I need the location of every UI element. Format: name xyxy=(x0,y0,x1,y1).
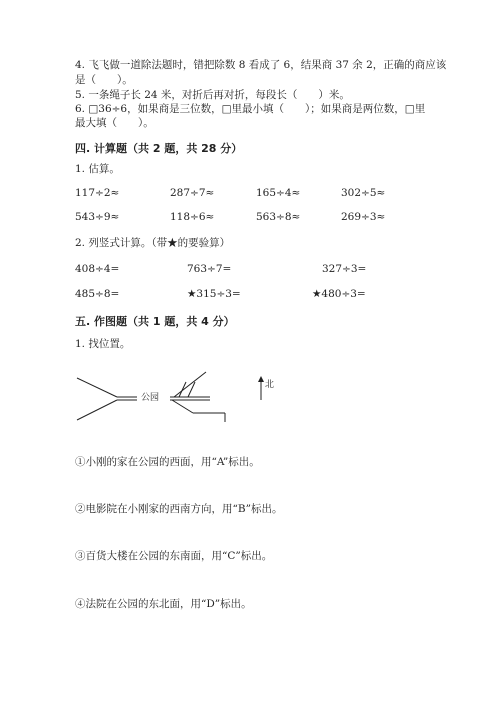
vertical-calc-item: 327÷3= xyxy=(322,263,367,275)
question-4-line-1: 4. 飞飞做一道除法题时，错把除数 8 看成了 6，结果商 37 余 2，正确的商应该 xyxy=(75,59,447,71)
vertical-calc-item: 763÷7= xyxy=(187,263,232,275)
estimate-label: 1. 估算。 xyxy=(75,163,120,175)
instruction-d: ④法院在公园的东北面，用“D”标出。 xyxy=(75,598,252,610)
find-position-label: 1. 找位置。 xyxy=(75,338,131,350)
instruction-b: ②电影院在小刚家的西南方向，用“B”标出。 xyxy=(75,503,283,515)
map-road xyxy=(77,400,117,420)
park-label: 公园 xyxy=(141,393,160,403)
estimate-item: 118÷6≈ xyxy=(170,211,215,223)
vertical-calc-item: ★480÷3= xyxy=(312,288,366,300)
north-arrow-icon xyxy=(258,376,264,382)
estimate-item: 543÷9≈ xyxy=(75,211,120,223)
map-road xyxy=(77,378,117,397)
estimate-item: 563÷8≈ xyxy=(256,211,301,223)
estimate-item: 117÷2≈ xyxy=(75,187,120,199)
north-label: 北 xyxy=(265,380,275,390)
question-5: 5. 一条绳子长 24 米，对折后再对折，每段长（ ）米。 xyxy=(75,89,350,101)
estimate-item: 302÷5≈ xyxy=(341,187,386,199)
section-5-title: 五. 作图题（共 1 题，共 4 分） xyxy=(75,315,235,328)
vertical-calc-item: 408÷4= xyxy=(75,263,120,275)
section-4-title: 四. 计算题（共 2 题，共 28 分） xyxy=(75,142,243,155)
question-6-line-2: 最大填（ ）。 xyxy=(75,117,154,129)
estimate-item: 287÷7≈ xyxy=(170,187,215,199)
map-road xyxy=(179,382,186,397)
instruction-a: ①小刚的家在公园的西面，用“A”标出。 xyxy=(75,456,260,468)
park-map xyxy=(75,370,295,432)
vertical-calc-item: ★315÷3= xyxy=(187,288,241,300)
question-6-line-1: 6. □36÷6，如果商是三位数，□里最小填（ ）；如果商是两位数，□里 xyxy=(75,103,426,115)
instruction-c: ③百货大楼在公园的东南面，用“C”标出。 xyxy=(75,550,273,562)
estimate-item: 165÷4≈ xyxy=(256,187,301,199)
vertical-calc-item: 485÷8= xyxy=(75,288,120,300)
map-road xyxy=(172,400,193,413)
question-4-line-2: 是（ ）。 xyxy=(75,74,133,86)
vertical-calc-label: 2. 列竖式计算。（带★的要验算） xyxy=(75,237,231,249)
map-road xyxy=(188,382,195,397)
estimate-item: 269÷3≈ xyxy=(341,211,386,223)
